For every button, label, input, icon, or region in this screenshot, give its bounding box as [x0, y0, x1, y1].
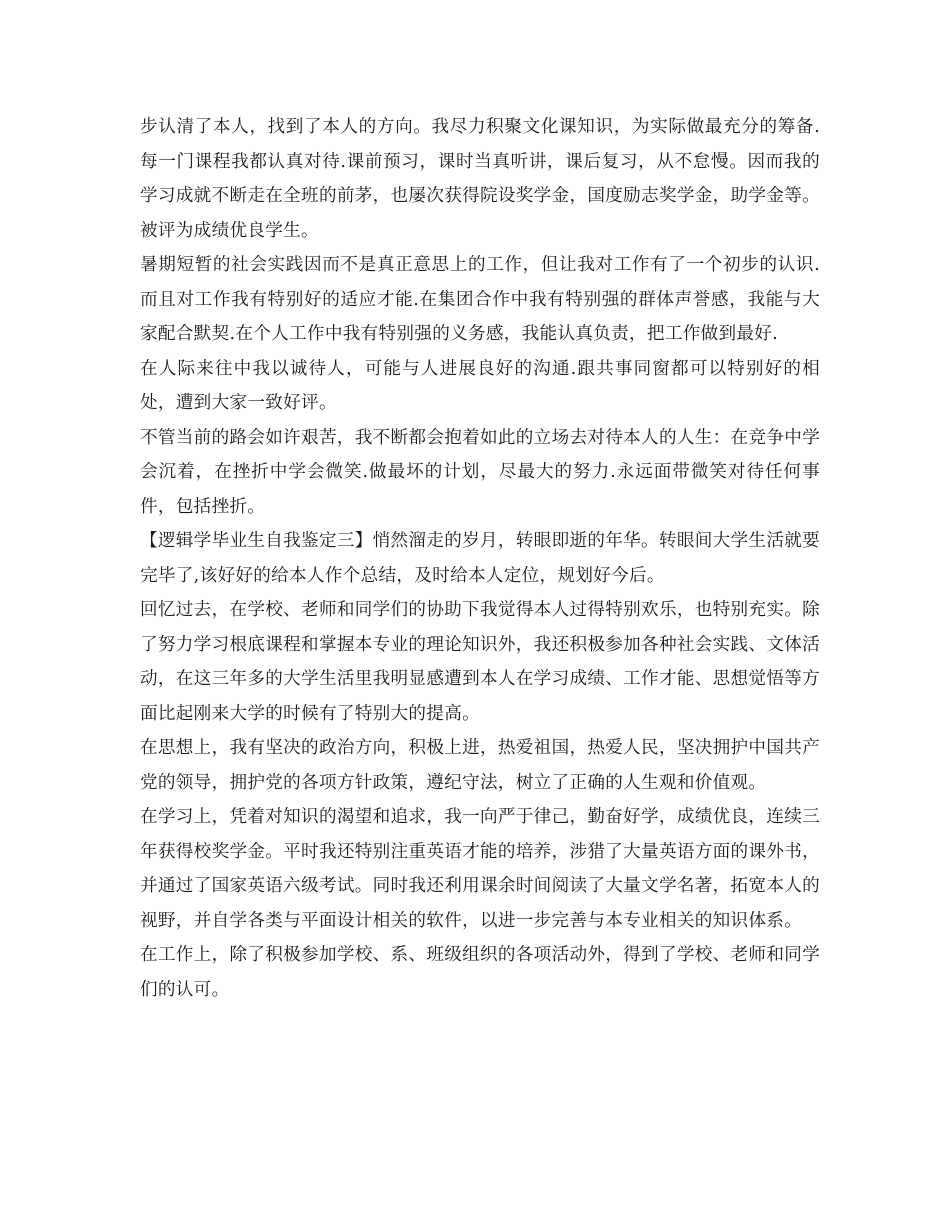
paragraph-2: 暑期短暂的社会实践因而不是真正意思上的工作，但让我对工作有了一个初步的认识.而且对工作我有特别好的适应才能.在集团合作中我有特别强的群体声誉感，我能与大家配合默契.在个人工作中我有特别强的义务感，我能认真负责，把工作做到最好. [140, 255, 820, 344]
paragraph-3: 在人际来往中我以诚待人，可能与人进展良好的沟通.跟共事同窗都可以特别好的相处，遭到大家一致好评。 [140, 358, 820, 413]
document-body [140, 110, 820, 1007]
paragraph-6: 回忆过去，在学校、老师和同学们的协助下我觉得本人过得特别欢乐，也特别充实。除了努力学习根底课程和掌握本专业的理论知识外，我还积极参加各种社会实践、文体活动，在这三年多的大学生活里我明显感遭到本人在学习成绩、工作才能、思想觉悟等方面比起刚来大学的时候有了特别大的提高。 [140, 600, 820, 724]
paragraph-8: 在学习上，凭着对知识的渴望和追求，我一向严于律己，勤奋好学，成绩优良，连续三年获得校奖学金。平时我还特别注重英语才能的培养，涉猎了大量英语方面的课外书，并通过了国家英语六级考试。同时我还利用课余时间阅读了大量文学名著，拓宽本人的视野，并自学各类与平面设计相关的软件，以进一步完善与本专业相关的知识体系。 [140, 807, 820, 931]
paragraph-7: 在思想上，我有坚决的政治方向，积极上进，热爱祖国，热爱人民，坚决拥护中国共产党的领导，拥护党的各项方针政策，遵纪守法，树立了正确的人生观和价值观。 [140, 738, 820, 793]
paragraph-1: 步认清了本人，找到了本人的方向。我尽力积聚文化课知识，为实际做最充分的筹备.每一门课程我都认真对待.课前预习，课时当真听讲，课后复习，从不怠慢。因而我的学习成就不断走在全班的前茅，也屡次获得院设奖学金，国度励志奖学金，助学金等。被评为成绩优良学生。 [140, 117, 820, 241]
paragraph-9: 在工作上，除了积极参加学校、系、班级组织的各项活动外，得到了学校、老师和同学们的认可。 [140, 945, 820, 1000]
paragraph-4: 不管当前的路会如许艰苦，我不断都会抱着如此的立场去对待本人的人生：在竞争中学会沉着，在挫折中学会微笑.做最坏的计划，尽最大的努力.永远面带微笑对待任何事件，包括挫折。 [140, 427, 820, 517]
paragraph-5: 【逻辑学毕业生自我鉴定三】悄然溜走的岁月，转眼即逝的年华。转眼间大学生活就要完毕了,该好好的给本人作个总结，及时给本人定位，规划好今后。 [140, 531, 820, 586]
